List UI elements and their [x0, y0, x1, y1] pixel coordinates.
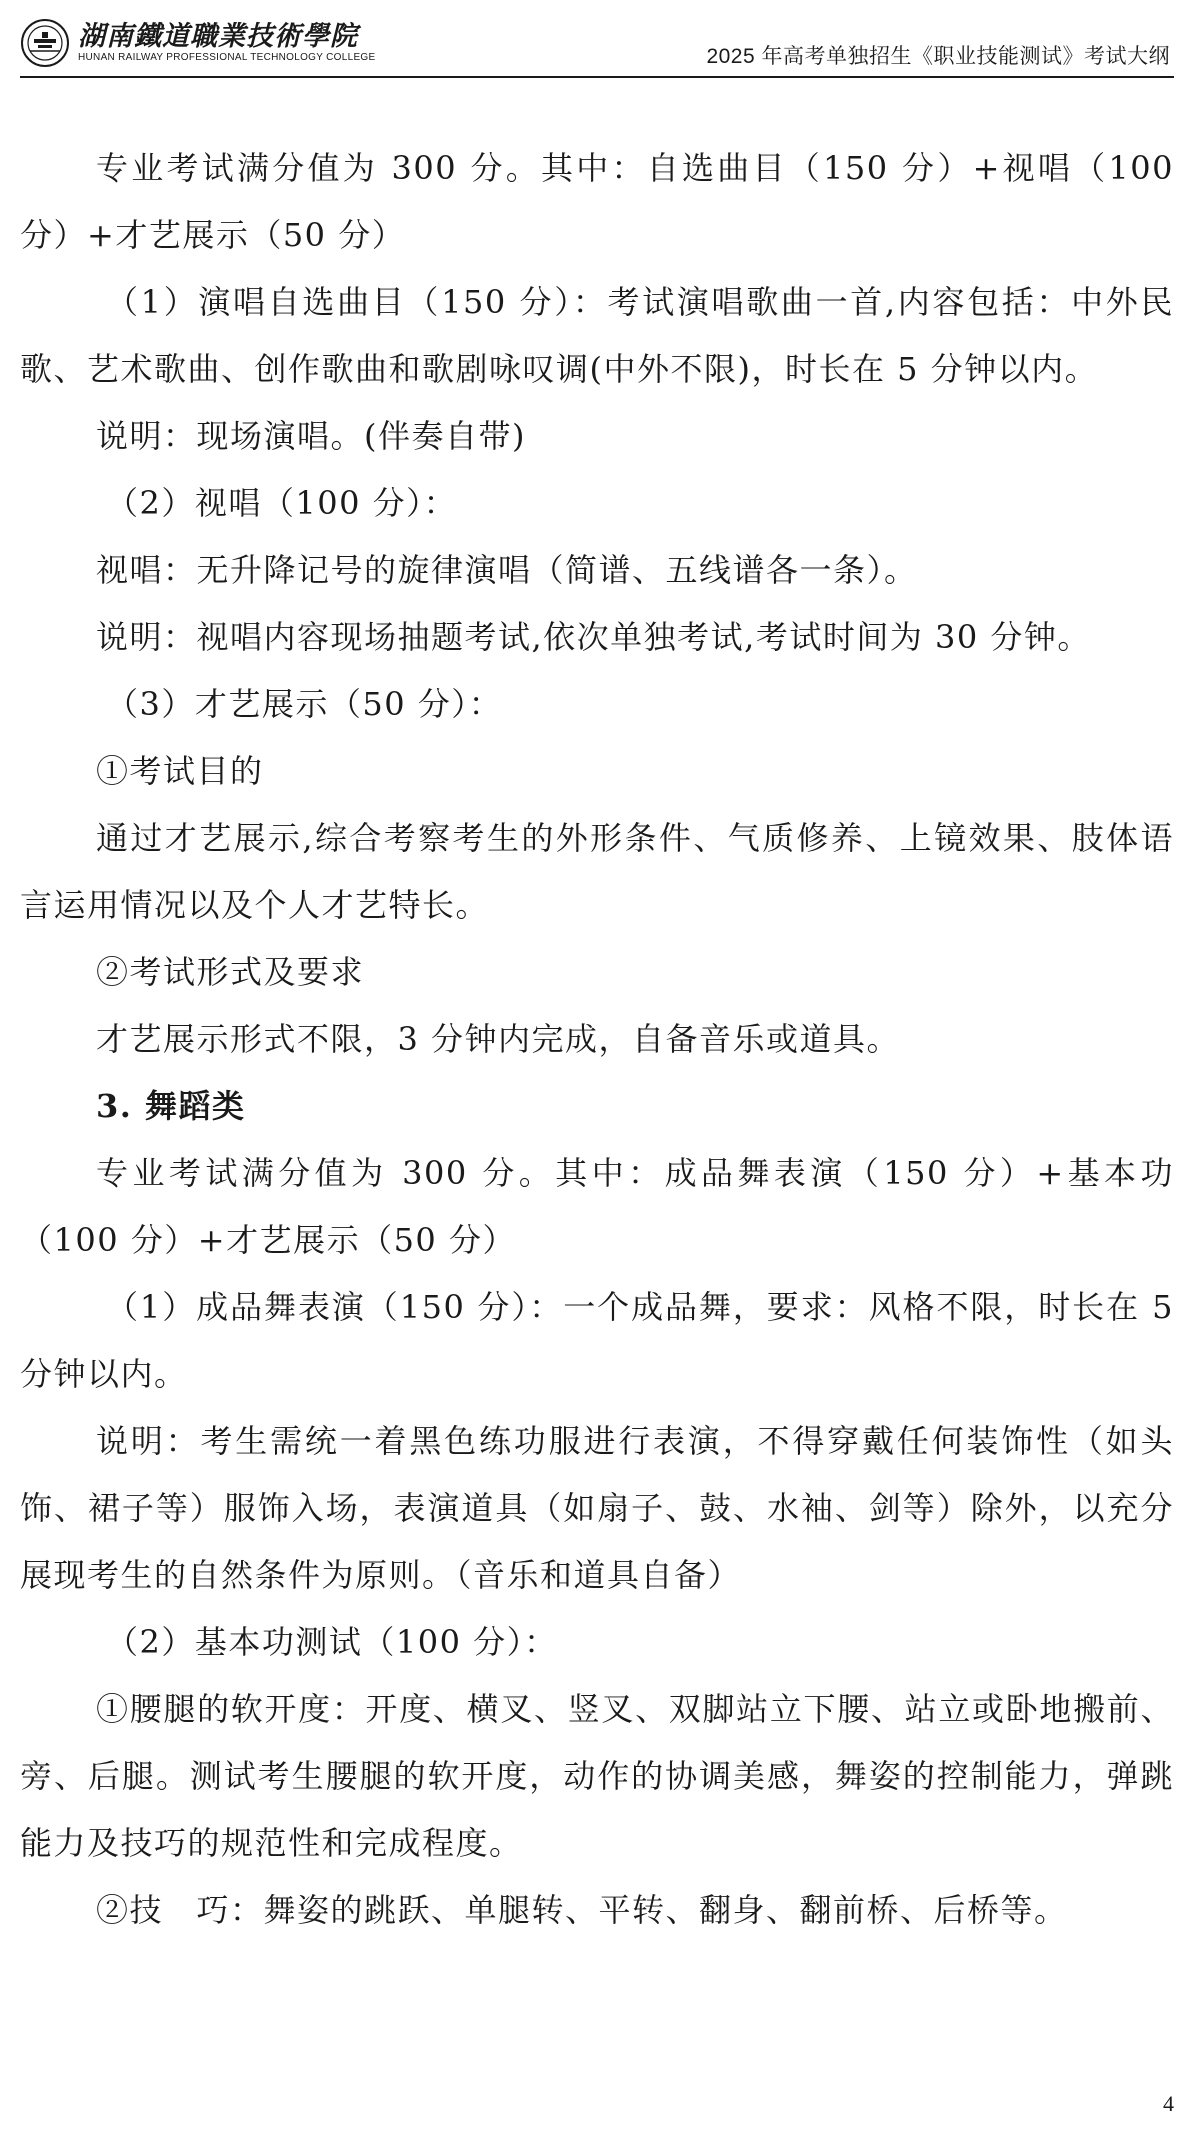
- paragraph: 视唱：无升降记号的旋律演唱（简谱、五线谱各一条）。: [96, 551, 918, 589]
- paragraph: 说明：考生需统一着黑色练功服进行表演，不得穿戴任何装饰性（如头饰、裙子等）服饰入场，表演道具（如扇子、鼓、水袖、剑等）除外，以充分展现考生的自然条件为原则。（音乐和道具自备）: [20, 1422, 1174, 1594]
- paragraph: ②技 巧：舞姿的跳跃、单腿转、平转、翻身、翻前桥、后桥等。: [96, 1891, 1068, 1929]
- paragraph: 专业考试满分值为 300 分。其中：成品舞表演（150 分）+基本功（100 分）+才艺展示（50 分）: [20, 1154, 1174, 1259]
- page-header: [20, 14, 1174, 78]
- paragraph: （2）视唱（100 分）：: [106, 484, 458, 522]
- paragraph: ①腰腿的软开度：开度、横叉、竖叉、双脚站立下腰、站立或卧地搬前、旁、后腿。测试考生腰腿的软开度，动作的协调美感，舞姿的控制能力，弹跳能力及技巧的规范性和完成程度。: [20, 1690, 1174, 1862]
- paragraph: （1）成品舞表演（150 分）：一个成品舞，要求：风格不限，时长在 5 分钟以内。: [20, 1288, 1174, 1393]
- document-body: [20, 135, 1174, 1944]
- document-title: 2025 年高考单独招生《职业技能测试》考试大纲: [706, 45, 1170, 68]
- paragraph: 专业考试满分值为 300 分。其中：自选曲目（150 分）+视唱（100 分）+才艺展示（50 分）: [20, 149, 1174, 254]
- paragraph: 通过才艺展示,综合考察考生的外形条件、气质修养、上镜效果、肢体语言运用情况以及个人才艺特长。: [20, 819, 1174, 924]
- paragraph: ②考试形式及要求: [96, 953, 365, 991]
- logo-chinese-name: 湖南鐵道職業技術學院: [78, 21, 358, 52]
- paragraph: （3）才艺展示（50 分）：: [106, 685, 503, 723]
- paragraph: 说明：现场演唱。(伴奏自带): [96, 417, 526, 455]
- college-emblem-icon: [20, 18, 70, 68]
- college-logo: [20, 18, 375, 68]
- paragraph: （2）基本功测试（100 分）：: [106, 1623, 558, 1661]
- paragraph: ①考试目的: [96, 752, 264, 790]
- paragraph: 才艺展示形式不限，3 分钟内完成，自备音乐或道具。: [96, 1020, 901, 1058]
- logo-english-name: HUNAN RAILWAY PROFESSIONAL TECHNOLOGY COLLEGE: [78, 52, 376, 63]
- paragraph: 说明：视唱内容现场抽题考试,依次单独考试,考试时间为 30 分钟。: [96, 618, 1091, 656]
- page-number: 4: [1163, 2091, 1174, 2116]
- section-heading: 3. 舞蹈类: [96, 1087, 246, 1125]
- paragraph: （1）演唱自选曲目（150 分）：考试演唱歌曲一首,内容包括：中外民歌、艺术歌曲、创作歌曲和歌剧咏叹调(中外不限)，时长在 5 分钟以内。: [20, 283, 1174, 388]
